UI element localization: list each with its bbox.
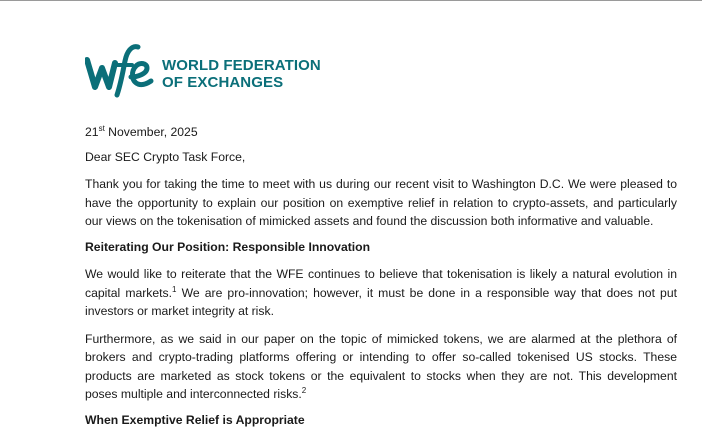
paragraph-intro: Thank you for taking the time to meet with us during our recent visit to Washington D.C. We were pleased to have the opportunity to explain our position on exemptive relief in relation to crypto-assets, and particularly our views on the tokenisation of mimicked assets and found the discussion both informative and valuable.: [85, 177, 677, 228]
wfe-monogram-icon: [85, 41, 157, 101]
paragraph-mimicked-tokens: [85, 330, 677, 404]
section-heading-responsible-innovation: Reiterating Our Position: Responsible Innovation: [85, 239, 371, 254]
page-top-border: [0, 0, 702, 1]
letter-date: [85, 123, 677, 142]
paragraph-mimicked-tokens-text: Furthermore, as we said in our paper on the topic of mimicked tokens, we are alarmed at the plethora of brokers and crypto-trading platforms offering or intending to offer so-called tokenised US stocks. These products are marketed as stock tokens or the equivalent to stocks when they are not. This development poses multiple and interconnected risks.: [85, 331, 677, 401]
paragraph-tokenisation-text-1: We would like to reiterate that the WFE continues to believe that tokenisation is likely a natural evolution in capital markets.: [85, 267, 677, 300]
salutation: Dear SEC Crypto Task Force,: [85, 149, 246, 164]
date-suffix: st: [98, 124, 105, 133]
brand-line-1: WORLD FEDERATION: [162, 57, 321, 74]
section-heading-exemptive-relief: When Exemptive Relief is Appropriate: [85, 412, 305, 427]
brand-line-2: OF EXCHANGES: [162, 74, 284, 91]
organization-name: [162, 57, 321, 91]
paragraph-tokenisation: [85, 265, 677, 321]
date-month-year: November, 2025: [104, 125, 198, 139]
footnote-ref-1[interactable]: 1: [172, 284, 177, 294]
letter-body: [85, 118, 677, 429]
wfe-logo: [85, 41, 325, 101]
date-day: 21: [85, 125, 99, 139]
footnote-ref-2[interactable]: 2: [301, 386, 307, 395]
paragraph-tokenisation-text-2: We are pro-innovation; however, it must be done in a responsible way that does not put investors or market integrity at risk.: [85, 285, 677, 318]
